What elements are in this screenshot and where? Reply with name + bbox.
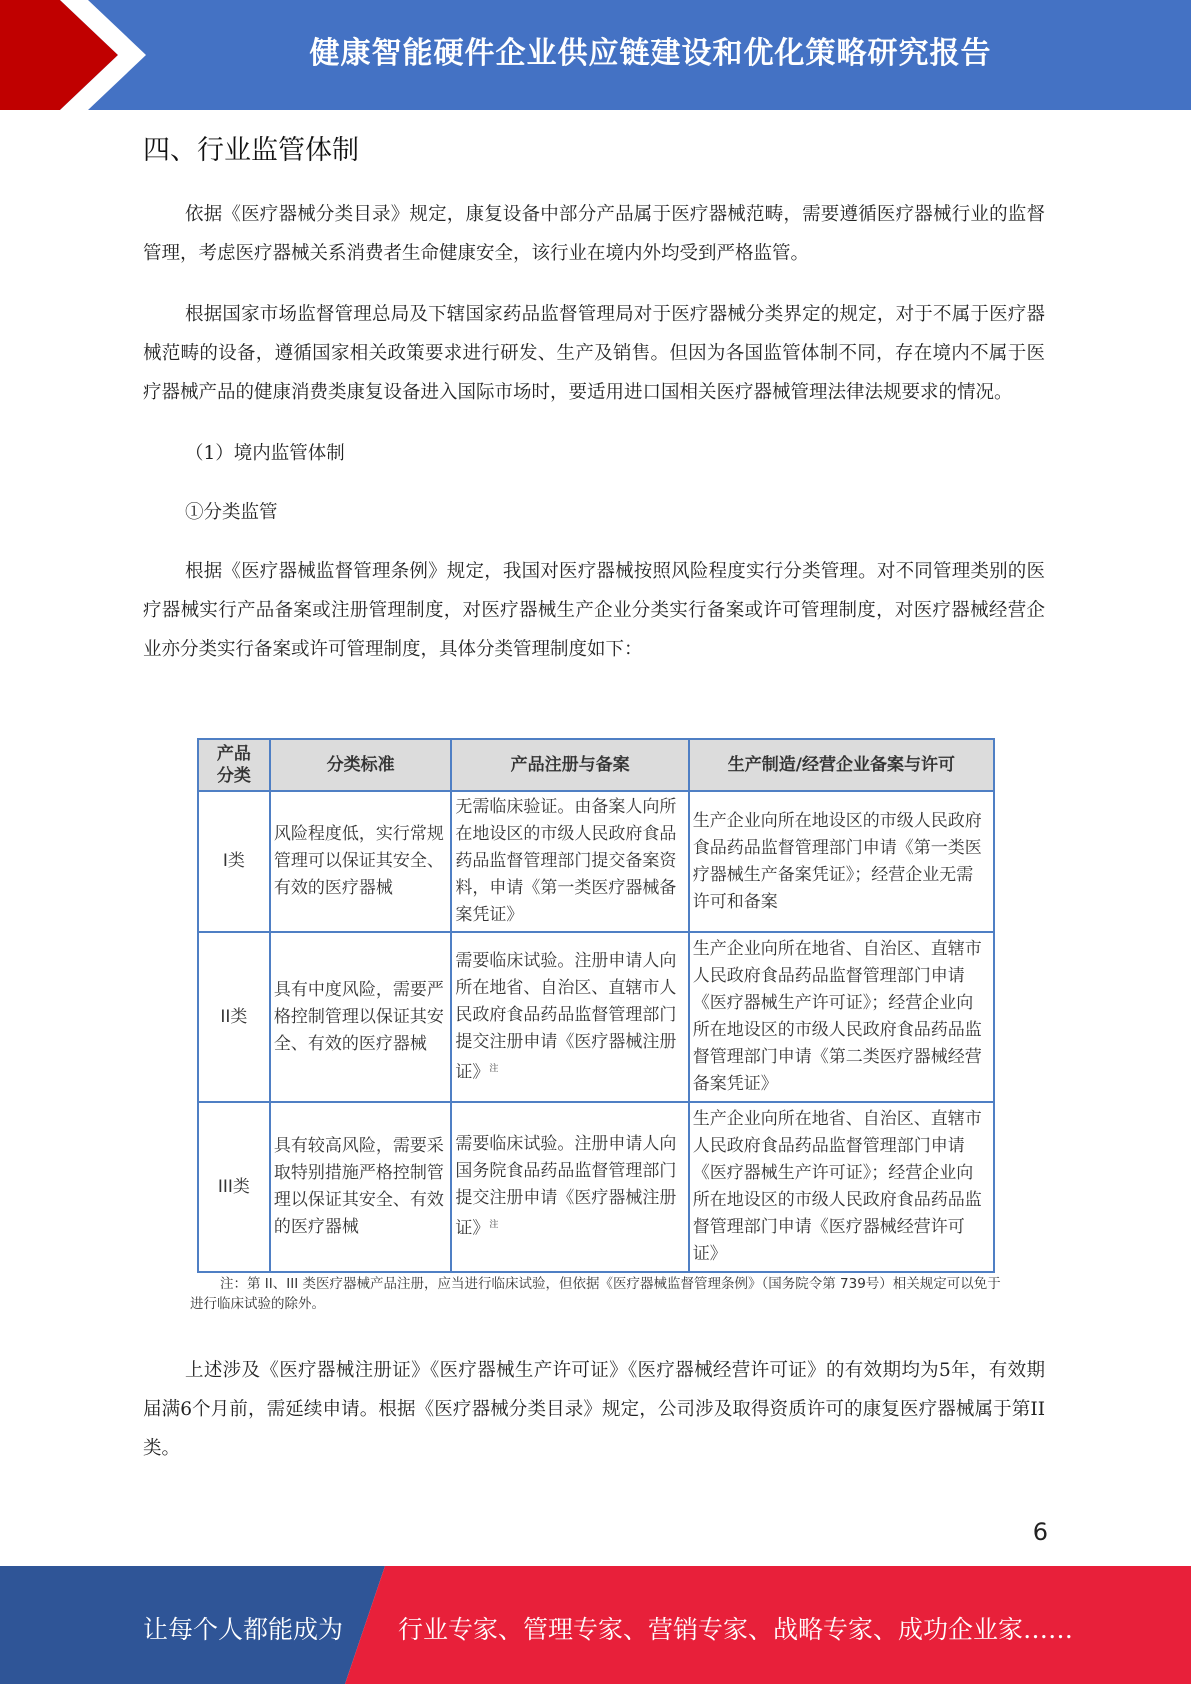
cell-registration [451,932,688,1102]
cell-registration-text: 需要临床试验。注册申请人向所在地省、自治区、直辖市人民政府食品药品监督管理部门提交注册申请《医疗器械注册证》 [455,950,677,1083]
classification-table-wrapper [197,738,995,1273]
header-license: 生产制造/经营企业备案与许可 [689,739,994,791]
footnote-mark: 注 [489,1220,499,1231]
cell-standard: 具有中度风险，需要严格控制管理以保证其安全、有效的医疗器械 [270,932,452,1102]
header-registration: 产品注册与备案 [451,739,688,791]
subheading-classification: ①分类监管 [185,502,278,523]
table-row [198,791,994,932]
cell-license: 生产企业向所在地省、自治区、直辖市人民政府食品药品监督管理部门申请《医疗器械生产许可证》；经营企业向所在地设区的市级人民政府食品药品监督管理部门申请《第二类医疗器械经营备案凭证》 [689,932,994,1102]
paragraph-4: 上述涉及《医疗器械注册证》《医疗器械生产许可证》《医疗器械经营许可证》的有效期均为5年，有效期届满6个月前，需延续申请。根据《医疗器械分类目录》规定，公司涉及取得资质许可的康复医疗器械属于第II类。 [143,1360,1045,1459]
header-product-class [198,739,270,791]
header-standard: 分类标准 [270,739,452,791]
cell-license: 生产企业向所在地省、自治区、直辖市人民政府食品药品监督管理部门申请《医疗器械生产许可证》；经营企业向所在地设区的市级人民政府食品药品监督管理部门申请《医疗器械经营许可证》 [689,1102,994,1272]
cell-registration-text: 需要临床试验。注册申请人向国务院食品药品监督管理部门提交注册申请《医疗器械注册证》 [455,1134,677,1239]
section-heading: 四、行业监管体制 [143,135,359,166]
header-title: 健康智能硬件企业供应链建设和优化策略研究报告 [309,36,992,71]
cell-class: II类 [198,932,270,1102]
cell-license: 生产企业向所在地设区的市级人民政府食品药品监督管理部门申请《第一类医疗器械生产备案凭证》；经营企业无需许可和备案 [689,791,994,932]
footer-slogan-right: 行业专家、管理专家、营销专家、战略专家、成功企业家…… [398,1615,1074,1644]
table-note: 注：第 II、III 类医疗器械产品注册，应当进行临床试验，但依据《医疗器械监督管理条例》（国务院令第 739号）相关规定可以免于进行临床试验的除外。 [190,1276,1001,1312]
cell-standard: 具有较高风险，需要采取特别措施严格控制管理以保证其安全、有效的医疗器械 [270,1102,452,1272]
cell-registration [451,1102,688,1272]
page-footer [0,1566,1191,1684]
header-product-class-text: 产品 分类 [216,744,251,786]
paragraph-2: 根据国家市场监督管理总局及下辖国家药品监督管理局对于医疗器械分类界定的规定，对于不属于医疗器械范畴的设备，遵循国家相关政策要求进行研发、生产及销售。但因为各国监管体制不同，存在境内不属于医疗器械产品的健康消费类康复设备进入国际市场时，要适用进口国相关医疗器械管理法律法规要求的情况。 [143,304,1045,403]
cell-standard: 风险程度低，实行常规管理可以保证其安全、有效的医疗器械 [270,791,452,932]
footnote-mark: 注 [489,1063,499,1074]
paragraph-3: 根据《医疗器械监督管理条例》规定，我国对医疗器械按照风险程度实行分类管理。对不同管理类别的医疗器械实行产品备案或注册管理制度，对医疗器械生产企业分类实行备案或许可管理制度，对医疗器械经营企业亦分类实行备案或许可管理制度，具体分类管理制度如下： [143,561,1045,660]
page-header [0,0,1191,110]
closing-content [143,1351,1045,1490]
cell-class: I类 [198,791,270,932]
table-header-row [198,739,994,791]
cell-class: III类 [198,1102,270,1272]
table-row [198,932,994,1102]
classification-table [197,738,995,1273]
subheading-domestic: （1）境内监管体制 [185,443,345,464]
table-row [198,1102,994,1272]
cell-registration: 无需临床验证。由备案人向所在地设区的市级人民政府食品药品监督管理部门提交备案资料，申请《第一类医疗器械备案凭证》 [451,791,688,932]
paragraph-1: 依据《医疗器械分类目录》规定，康复设备中部分产品属于医疗器械范畴，需要遵循医疗器械行业的监督管理，考虑医疗器械关系消费者生命健康安全，该行业在境内外均受到严格监管。 [143,204,1045,264]
footer-slogan-left: 让每个人都能成为 [143,1615,344,1644]
main-content [143,128,1045,691]
page-number: 6 [1032,1518,1048,1546]
